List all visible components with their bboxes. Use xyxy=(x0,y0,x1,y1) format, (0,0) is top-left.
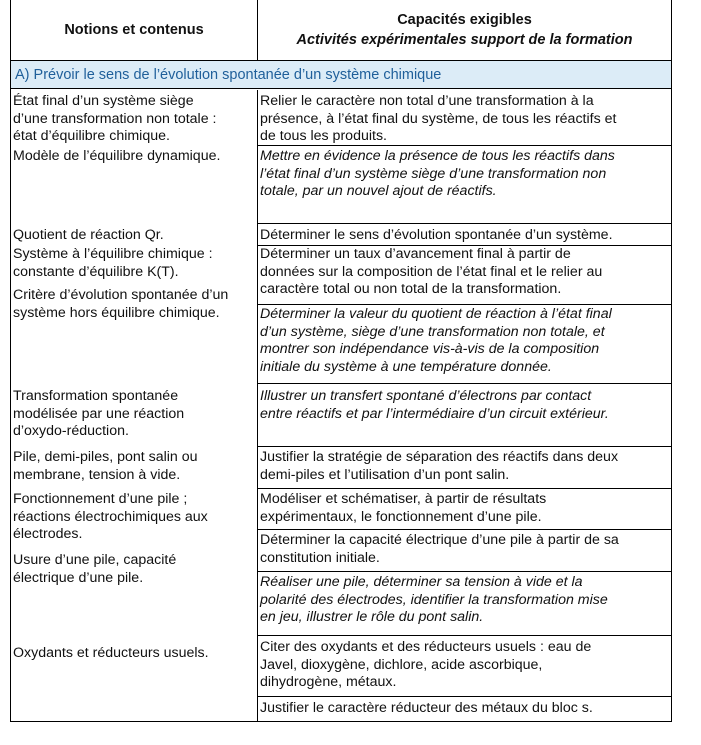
header-capacites-sub: Activités expérimentales support de la formation xyxy=(296,31,633,48)
column-divider xyxy=(257,90,258,721)
right-item-8: Déterminer la capacité électrique d’une pile à partir de sa constitution initiale. xyxy=(260,532,619,566)
left-item-etat-final: État final d’un système siège d’une transformation non totale : état d’équilibre chimique. xyxy=(13,93,217,145)
right-item-3: Déterminer un taux d’avancement final à partir de données sur la composition de l’état final et le relier au caractère total ou non total de la transformation. xyxy=(260,246,603,298)
right-item-10: Citer des oxydants et des réducteurs usuels : eau de Javel, dioxygène, dichlore, acide ascorbique, dihydrogène, métaux. xyxy=(260,639,592,691)
header-capacites xyxy=(258,0,671,60)
left-item-pile: Pile, demi-piles, pont salin ou membrane, tension à vide. xyxy=(13,449,198,483)
right-item-11: Justifier le caractère réducteur des métaux du bloc s. xyxy=(260,700,593,716)
right-divider xyxy=(257,635,671,636)
left-item-constante-equilibre: Système à l’équilibre chimique : constante d’équilibre K(T). xyxy=(13,246,213,280)
right-item-1: Mettre en évidence la présence de tous les réactifs dans l’état final d’un système siège d’une transformation non totale, par un nouvel ajout de réactifs. xyxy=(260,148,615,200)
left-item-fonctionnement-pile: Fonctionnement d’une pile ; réactions électrochimiques aux électrodes. xyxy=(13,491,208,543)
left-item-quotient-reaction: Quotient de réaction Qr. xyxy=(13,227,164,243)
right-item-7: Modéliser et schématiser, à partir de résultats expérimentaux, le fonctionnement d’une pile. xyxy=(260,491,547,525)
right-item-5: Illustrer un transfert spontané d’électrons par contact entre réactifs et par l’intermédiaire d’un circuit extérieur. xyxy=(260,388,609,422)
right-item-9: Réaliser une pile, déterminer sa tension à vide et la polarité des électrodes, identifier la transformation mise en jeu, illustrer le rôle du pont salin. xyxy=(260,574,608,626)
left-item-oxydants-reducteurs: Oxydants et réducteurs usuels. xyxy=(13,645,209,661)
right-divider xyxy=(257,571,671,572)
section-title: A) Prévoir le sens de l’évolution spontanée d’un système chimique xyxy=(11,61,671,89)
right-divider xyxy=(257,696,671,697)
right-divider xyxy=(257,529,671,530)
right-divider xyxy=(257,488,671,489)
right-divider xyxy=(257,223,671,224)
right-divider xyxy=(257,145,671,146)
right-divider xyxy=(257,383,671,384)
left-item-usure-pile: Usure d’une pile, capacité électrique d’une pile. xyxy=(13,552,177,586)
left-item-critere-evolution: Critère d’évolution spontanée d’un système hors équilibre chimique. xyxy=(13,287,229,321)
header-notions: Notions et contenus xyxy=(11,0,258,60)
left-item-equilibre-dynamique: Modèle de l’équilibre dynamique. xyxy=(13,148,221,164)
header-capacites-title: Capacités exigibles xyxy=(397,11,532,28)
right-item-2: Déterminer le sens d’évolution spontanée d’un système. xyxy=(260,227,613,243)
program-table xyxy=(10,0,672,722)
table-header xyxy=(11,0,671,61)
right-item-4: Déterminer la valeur du quotient de réaction à l’état final d’un système, siège d’une transformation non totale, et montrer son indépendance vis-à-vis de la composition initiale du système à une température donnée. xyxy=(260,306,612,375)
right-divider xyxy=(257,304,671,305)
right-divider xyxy=(257,446,671,447)
right-item-0: Relier le caractère non total d’une transformation à la présence, à l’état final du système, de tous les réactifs et de tous les produits. xyxy=(260,93,617,145)
left-item-transformation-spontanee: Transformation spontanée modélisée par une réaction d’oxydo-réduction. xyxy=(13,388,185,440)
right-item-6: Justifier la stratégie de séparation des réactifs dans deux demi-piles et l’utilisation d’un pont salin. xyxy=(260,449,619,483)
